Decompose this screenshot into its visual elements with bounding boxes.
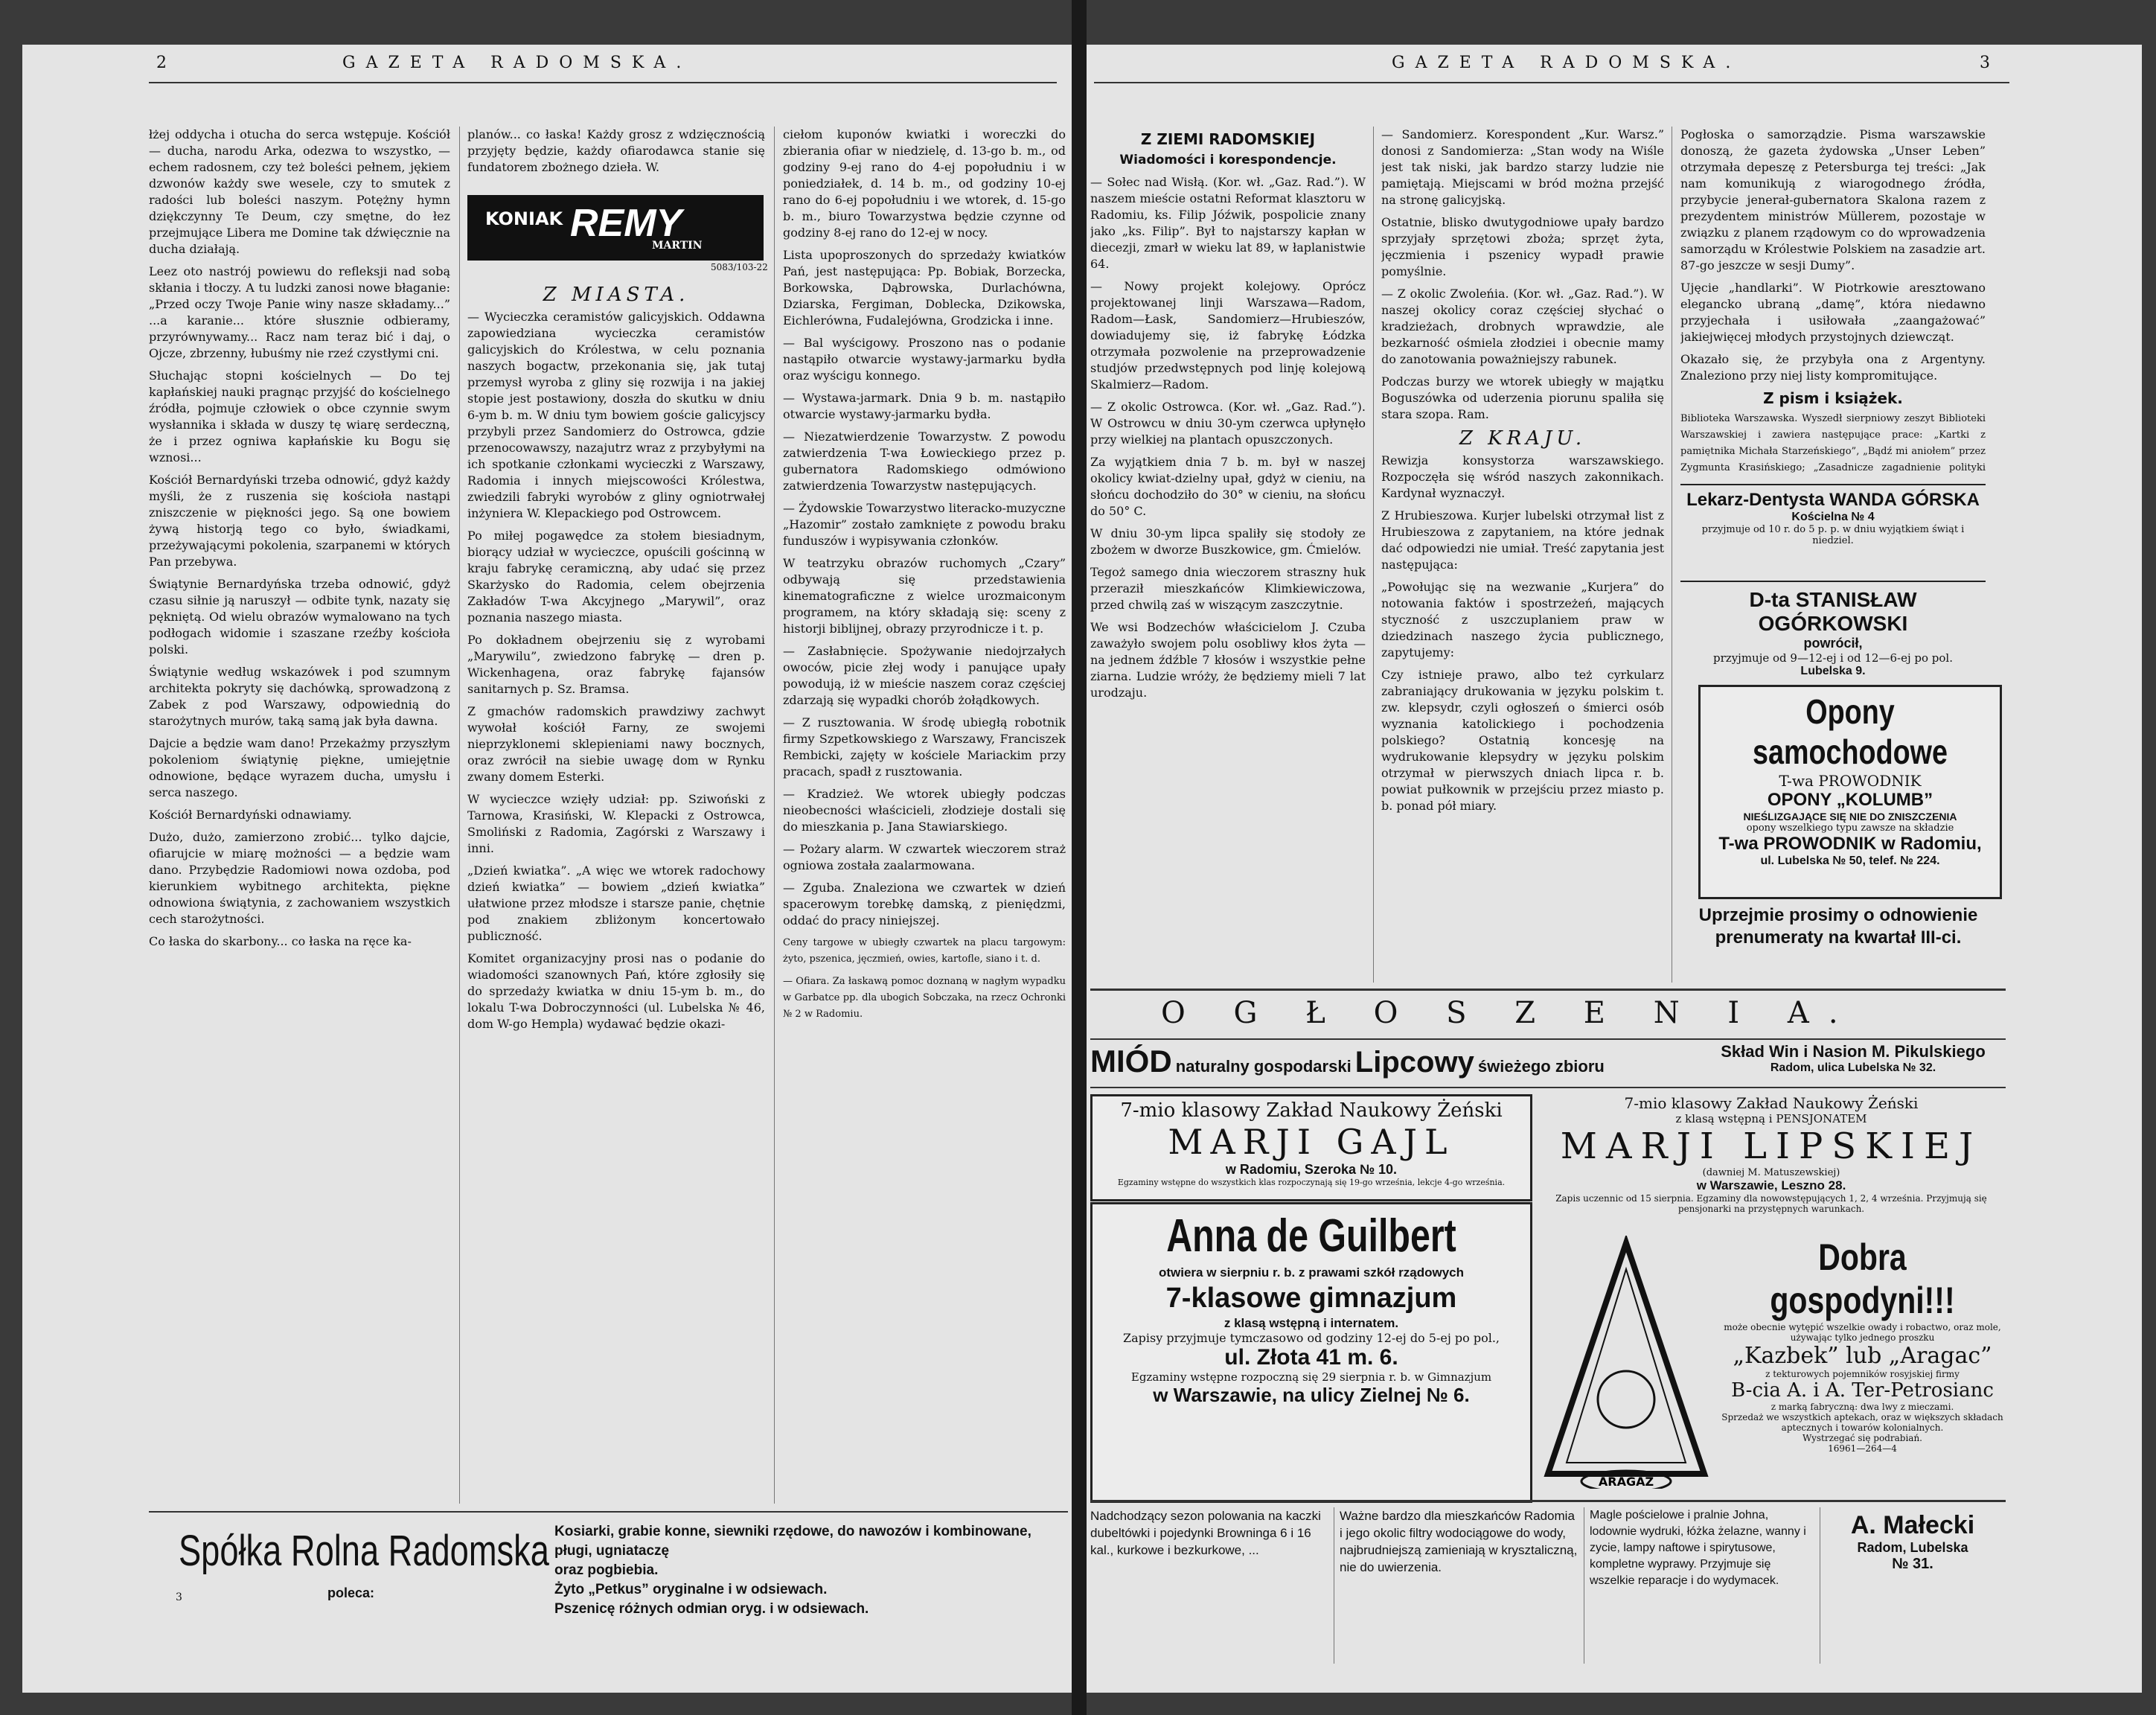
- offer-line: Kosiarki, grabie konne, siewniki rzędowe, do nawozów i kombinowane, pługi, ugniataczę: [554, 1524, 1031, 1559]
- spolka-number: 3: [176, 1591, 182, 1603]
- paragraph: ciełom kuponów kwiatki i woreczki do zbierania ofiar w niedzielę, d. 13-go b. m., od godziny 9-ej rano do 4-ej popołudniu i w poniedziałek, d. 14 b. m., od godziny 10-ej rano do 6-ej popołudniu i we wtorek, d. 15-go b. m., biuro Towarzystwa będzie czynne od godziny 8-ej rano do 12-ej w nocy.: [783, 127, 1066, 240]
- doctor-title: D-ta STANISŁAW OGÓRKOWSKI: [1749, 588, 1917, 635]
- gajl-line1: 7-mio klasowy Zakład Naukowy Żeński: [1120, 1099, 1503, 1122]
- section-heading-z-miasta: Z MIASTA.: [543, 284, 690, 306]
- book-spine: [1072, 0, 1087, 1715]
- aragac-logo-label: ARAGAZ: [1598, 1475, 1654, 1489]
- section-heading-z-kraju: Z KRAJU.: [1459, 427, 1587, 450]
- guilbert-line2: 7-klasowe gimnazjum: [1165, 1283, 1457, 1314]
- paragraph: Dajcie a będzie wam dano! Przekażmy przyszłym pokoleniom świątynię piękne, umiejętnie odnowione, będące wyrazem ducha, umysłu i serca naszego.: [149, 736, 450, 799]
- section-subheading: Wiadomości i korespondencje.: [1119, 153, 1337, 167]
- paragraph: We wsi Bodzechów właścicielom J. Czuba zaważyło swojem polu osobliwy kłos żyta — na jednem źdźble 7 kłosów i wszystkie pełne ziarna. Ludzie wróży, że będziemy mieli 7 lat urodzaju.: [1090, 620, 1366, 700]
- paragraph: Za wyjątkiem dnia 7 b. m. był w naszej okolicy kwiat-dzielny upał, gdyż w cieniu, na słońcu dochodziło do 30° w cieniu, na słońcu do 50° C.: [1090, 455, 1366, 518]
- tyres-title: Opony samochodowe: [1752, 692, 1948, 771]
- paragraph: — Ofiara. Za łaskawą pomoc doznaną w nagłym wypadku w Garbatce pp. dla ubogich Sobczaka, na rzecz Ochronki № 2 w Radomiu.: [783, 976, 1066, 1020]
- honey-fresh: świeżego zbioru: [1477, 1057, 1605, 1076]
- paragraph: łżej oddycha i otucha do serca wstępuje. Kościół — ducha, narodu Arka, odezwa to wszystko, — echem radosnem, czy też boleści pełnem, jękiem dzwonów każdy swe wesele, czy to smutek z radości lub boleści naszym. Potężny hymn dziękczynny Te Deum, czy smętne, do łez przejmujące Libera me Domine tak dźwięcznie na ducha działają.: [149, 127, 450, 256]
- tyres-brand: OPONY „KOLUMB”: [1767, 790, 1933, 810]
- paragraph: Rewizja konsystorza warszawskiego. Rozpoczęła się wśród naszych zakonnikach. Kardynał wyznaczył.: [1381, 453, 1664, 500]
- aragac-title: Dobra gospodyni!!!: [1770, 1236, 1955, 1321]
- remy-label-small: KONIAK: [485, 208, 563, 229]
- gajl-school-ad: [1090, 1094, 1532, 1201]
- right-column-3-news: [1680, 127, 1986, 476]
- aragac-brand: „Kazbek” lub „Aragac”: [1733, 1343, 1992, 1369]
- aragac-ad: [1719, 1236, 2006, 1454]
- paragraph: Biblioteka Warszawska. Wyszedł sierpniowy zeszyt Biblioteki Warszawskiej i zawiera następujące prace: „Kartki z pamiętnika Michała Starzeńskiego”, „Bądź mi aniołem” przez Zygmunta Krasińskiego; „Zasadnicze zagadnienie polityki: [1680, 413, 1986, 473]
- aragac-line3: z marką fabryczną: dwa lwy z mieczami.: [1770, 1402, 1954, 1412]
- section-heading-z-ziemi: Z ZIEMI RADOMSKIEJ: [1140, 130, 1316, 148]
- malecki-number: № 31.: [1892, 1556, 1933, 1572]
- lipska-note: Zapis uczennic od 15 sierpnia. Egzaminy dla nowowstępujących 1, 2, 4 września. Przyjmują się pensjonarki na przystępnych warunkach.: [1555, 1193, 1987, 1214]
- header-rule-right: [1094, 82, 2009, 83]
- left-column-1: [149, 127, 450, 1504]
- malecki-name: A. Małecki: [1850, 1511, 1975, 1539]
- left-column-2: [467, 279, 765, 1463]
- right-column-2: [1381, 127, 1664, 983]
- paragraph: — Zguba. Znaleziona we czwartek w dzień spacerowym torebkę damską, z pieniędzmi, oddać do pracy niniejszej.: [783, 881, 1066, 927]
- tyres-store: T-wa PROWODNIK w Radomiu,: [1718, 834, 1982, 854]
- malecki-address: Radom, Lubelska: [1857, 1540, 1968, 1555]
- guns-ad: Nadchodzący sezon polowania na kaczki dubeltówki i pojedynki Browninga 6 i 16 kal., kurkowe i bezkurkowe, ...: [1090, 1509, 1321, 1557]
- paragraph: Z Hrubieszowa. Kurjer lubelski otrzymał list z Hrubieszowa z zapytaniem, na które jednak dać odpowiedzi nie umiał. Treść zapytania jest następująca:: [1381, 508, 1664, 572]
- filters-ad: Ważne bardzo dla mieszkańców Radomia i jego okolic filtry wodociągowe do wody, najbrudniejszą zamieniają w krysztaliczną, nie do uwierzenia.: [1340, 1509, 1578, 1574]
- offer-line: Żyto „Petkus” oryginalne i w odsiewach.: [554, 1582, 828, 1597]
- paragraph: — Wystawa-jarmark. Dnia 9 b. m. nastąpiło otwarcie wystawy-jarmarku bydła.: [783, 391, 1066, 421]
- guilbert-line3: z klasą wstępną i internatem.: [1223, 1316, 1399, 1330]
- paragraph: Pogłoska o samorządzie. Pisma warszawskie donoszą, że gazeta żydowska „Unser Leben” otrzymała depeszę z Petersburga tej treści: „Jak nam komunikują z wiarogodnego źródła, przybycie jenerał-gubernatora Skalona razem z prezydentem ministrów Müllerem, pozostaje w związku z planem rządowym co do wprowadzenia samorządu w Królestwie Polskiem na zasadzie art. 87-go jeszcze w sesji Dumy”.: [1680, 127, 1986, 272]
- dentist-ad: [1680, 484, 1986, 546]
- dentist-hours: przyjmuje od 10 r. do 5 p. p. w dniu wyjątkiem świąt i niedziel.: [1701, 524, 1965, 546]
- lipska-line2: z klasą wstępną i PENSJONATEM: [1675, 1112, 1867, 1125]
- tyres-company: T-wa PROWODNIK: [1779, 772, 1922, 790]
- paragraph: Dużo, dużo, zamierzono zrobić... tylko dajcie, ofiarujcie w miarę możności — a będzie wam dano. Przybędzie Radomiowi nowa ozdoba, pod kierunkiem wybitnego architekta, piękne odnowiona świątynia, z zachowaniem wszystkich cech starożytności.: [149, 830, 450, 926]
- paragraph: Czy istnieje prawo, albo też cyrkularz zabraniający drukowania w języku polskim t. zw. klepsydr, czyli ogłoszeń o śmierci osób wyznania katolickiego i pochodzenia polskiego? Ostatnią koncesję na wydrukowanie klepsydry w języku polskim otrzymał w pierwszych dniach lipca r. b. powiat pułkownik w przejściu przez miasto p. b. ponad pół miary.: [1381, 668, 1664, 813]
- aragac-code: 16961—264—4: [1828, 1443, 1897, 1454]
- remy-sub-text: MARTIN: [652, 240, 703, 252]
- dentist-address: Kościelna № 4: [1791, 511, 1875, 523]
- paragraph: — Bal wyścigowy. Proszono nas o podanie nastąpiło otwarcie wystawy-jarmarku bydła oraz wyścigu konnego.: [783, 336, 1066, 383]
- lipska-line1: 7-mio klasowy Zakład Naukowy Żeński: [1624, 1094, 1919, 1112]
- gajl-name: MARJI GAJL: [1168, 1122, 1455, 1162]
- paragraph: Ceny targowe w ubiegły czwartek na placu targowym: żyto, pszenica, jęczmień, owies, kartofle, siano i t. d.: [783, 937, 1066, 965]
- tyres-ad: [1698, 685, 2002, 899]
- paragraph: Z gmachów radomskich prawdziwy zachwyt wywołał kościół Farny, ze swojemi nieprzyklonemi sklepieniami nawy bocznych, oraz zwrócił na siebie uwagę dom w Rynku zwany domem Esterki.: [467, 704, 765, 784]
- paragraph: Lista upoproszonych do sprzedaży kwiatków Pań, jest następująca: Pp. Bobiak, Borzecka, Borkowska, Dąbrowska, Durlachówna, Dziarska, Fergiman, Doblecka, Dzikowska, Eichlerówna, Fudalejówna, Grodzicka i inne.: [783, 248, 1066, 328]
- tyres-slogan: NIEŚLIZGAJĄCE SIĘ NIE DO ZNISZCZENIA: [1743, 811, 1957, 823]
- paragraph: Tegoż samego dnia wieczorem straszny huk przeraził mieszkańców Klimkiewiczowa, przed chwilą zaś w wiszącym zaszczytnie.: [1090, 565, 1366, 612]
- page-number-left: 2: [156, 54, 167, 72]
- guilbert-school-ad: [1090, 1202, 1532, 1503]
- paragraph: Ostatnie, blisko dwutygodniowe upały bardzo sprzyjały sprzętowi zboża; sprzęt żyta, jęczmienia i pszenicy wypadł prawie pomyślnie.: [1381, 215, 1664, 278]
- ads-top-rule: [1090, 989, 2006, 991]
- wine-address: Radom, ulica Lubelska № 32.: [1770, 1061, 1936, 1074]
- paragraph: planów... co łaska! Każdy grosz z wdzięcznością przyjęty będzie, każdy ofiarodawca stanie się fundatorem zbożnego dzieła. W.: [467, 127, 765, 174]
- paragraph: — Żydowskie Towarzystwo literacko-muzyczne „Hazomir” zostało zamknięte z powodu braku funduszów i wypisywania członków.: [783, 501, 1066, 548]
- ads-rule: [1090, 1087, 2006, 1088]
- subscribe-notice: Uprzejmie prosimy o odnowienie prenumeraty na kwartał III-ci.: [1698, 905, 1978, 948]
- paragraph: Kościół Bernardyński odnawiamy.: [149, 808, 352, 822]
- paragraph: Komitet organizacyjny prosi nas o podanie do wiadomości szanownych Pań, które zgłosiły się do sprzedaży kwiatka w dniu 15-ym b. m., do lokalu T-wa Dobroczynności (ul. Lubelska № 46, dom W-go Hempla) wydawać będzie okazi-: [467, 951, 765, 1031]
- mangles-ad: Magle pościelowe i pralnie Johna, lodownie wydruki, łóżka żelazne, wanny i zycie, lampy naftowe i spirytusowe, kompletne wyprawy. Przyjmuje się wszelkie reparacje i do wydymacek.: [1590, 1509, 1806, 1587]
- column-rule: [1373, 127, 1374, 983]
- column-rule: [774, 127, 775, 1504]
- aragac-firm: B-cia A. i A. Ter-Petrosianc: [1731, 1379, 1994, 1402]
- page-header-right: GAZETA RADOMSKA.: [1392, 54, 1741, 72]
- page-header-left: GAZETA RADOMSKA.: [342, 54, 692, 72]
- paragraph: „Powołując się na wezwanie „Kurjera” do notowania faktów i spostrzeżeń, mających styczność z uszczuplaniem praw w dziedzinach naszego życia publicznego, zapytujemy:: [1381, 580, 1664, 660]
- paragraph: Podczas burzy we wtorek ubiegły w majątku Boguszówka od uderzenia piorunu spaliła się stara szopa. Ram.: [1381, 374, 1664, 421]
- remy-logo-text: REMY: [570, 202, 682, 245]
- doctor-ad: [1680, 581, 1986, 678]
- honey-lipcowy: Lipcowy: [1354, 1046, 1474, 1079]
- left-column-3: [783, 127, 1066, 1504]
- paragraph: Świątynie Bernardyńska trzeba odnowić, gdyż czasu siłnie ją naruszył — odbite tynk, nazaty się pękniętą. Od wielu obrazów wymalowano na tych podłogach widomie i szaszane rzeźby kościoła polski.: [149, 577, 450, 657]
- spolka-offer: [554, 1522, 1068, 1619]
- aragac-line4: Sprzedaż we wszystkich aptekach, oraz w większych składach aptecznych i towarów kolonialnych.: [1721, 1412, 2003, 1433]
- spolka-rolna-title: Spółka Rolna Radomska: [179, 1527, 549, 1575]
- lipska-name: MARJI LIPSKIEJ: [1560, 1125, 1983, 1167]
- wine-title: Skład Win i Nasion M. Pikulskiego: [1721, 1042, 1986, 1061]
- honey-desc: naturalny gospodarski: [1175, 1057, 1352, 1076]
- guilbert-name: Anna de Guilbert: [1166, 1210, 1456, 1262]
- paragraph: — Wycieczka ceramistów galicyjskich. Oddawna zapowiedziana wycieczka ceramistów galicyjskich do Królestwa, w celu poznania naszych bogactw, przekonania się, jak tutaj przemysł wyroba z gliny się rozwija i na jakiej stopie jest postawiony, doszła do skutku w dniu 6-ym b. m. W dniu tym bowiem goście galicyjscy przybyli przez Sandomierz do Ostrowca, gdzie przenocowawszy, nazajutrz wraz z przybyłymi na ich spotkanie członkami wycieczki z Warszawy, Radomia i innych miejscowości Królestwa, zwiedzili fabryki wyrobów z gliny ogniotrwałej inżyniera W. Klepackiego pod Ostrowcem.: [467, 310, 765, 520]
- bottom-rule-left: [149, 1511, 1068, 1513]
- right-column-1: [1090, 127, 1366, 968]
- tyres-stock: opony wszelkiego typu zawsze na składzie: [1746, 823, 1954, 834]
- tyres-address: ul. Lubelska № 50, telef. № 224.: [1760, 855, 1940, 867]
- paragraph: Po miłej pogawędce za stołem biesiadnym, biorący udział w wycieczce, opuścili gościnną w kraju fabrykę ceramiczną, aby udać się przez Skarżysko do Radomia, celem obejrzenia Zakładów T-wa Akcyjnego „Marywil”, oraz poznania naszego miasta.: [467, 528, 765, 625]
- offer-line: Pszenicę różnych odmian oryg. i w odsiewach.: [554, 1601, 869, 1617]
- paragraph: Ujęcie „handlarki”. W Piotrkowie aresztowano elegancko ubraną „damę”, która niedawno przyjechała i usiłowała „zaangażować” jakiejwięcej młodych przystojnych dziewcząt.: [1680, 281, 1986, 344]
- aragac-line5: Wystrzegać się podrabiań.: [1802, 1433, 1922, 1443]
- paragraph: W teatrzyku obrazów ruchomych „Czary” odbywają się przedstawienia kinematograficzne z wielce urozmaiconym programem, na który składają się: sceny z historji biblijnej, obrazy przyrodnicze i t. p.: [783, 556, 1066, 636]
- aragac-line1: może obecnie wytępić wszelkie owady i robactwo, oraz mole, używając tylko jednego proszku: [1724, 1322, 2001, 1343]
- gajl-note: Egzaminy wstępne do wszystkich klas rozpoczynają się 19-go września, lekcje 4-go września.: [1117, 1178, 1506, 1187]
- guilbert-line5: ul. Złota 41 m. 6.: [1224, 1345, 1398, 1370]
- honey-ad: [1090, 1044, 1701, 1081]
- aragac-triangle-logo: [1541, 1236, 1712, 1489]
- paragraph: Kościół Bernardyński trzeba odnowić, gdyż każdy myśli, że z ruszenia się kościoła nastąpi zniszczenie w piękności jego. Są one bowiem żywą historją tego co było, świadkami, przeżywającymi pokolenia, szarpanemi w których Pan przebywa.: [149, 473, 450, 569]
- guilbert-line4: Zapisy przyjmuje tymczasowo od godziny 12-ej do 5-ej po pol.,: [1122, 1331, 1500, 1345]
- ads-bottom-rule: [1090, 1500, 2006, 1502]
- ad-code: 5083/103-22: [711, 262, 768, 272]
- paragraph: — Z okolic Ostrowca. (Kor. wł. „Gaz. Rad.”). W Ostrowcu w dniu 30-ym czerwca upłynęło przy wielkiej na plantach opuszczonych.: [1090, 400, 1366, 447]
- paragraph: Co łaska do skarbony... co łaska na ręce ka-: [149, 934, 412, 948]
- offer-line: oraz pogbiebia.: [554, 1562, 659, 1578]
- gajl-address: w Radomiu, Szeroka № 10.: [1225, 1162, 1398, 1177]
- lipska-maiden: (dawniej M. Matuszewskiej): [1702, 1167, 1840, 1178]
- ads-heading: O G Ł O S Z E N I A.: [1161, 996, 1858, 1030]
- doctor-address: Lubelska 9.: [1800, 665, 1866, 677]
- doctor-status: powrócił,: [1803, 636, 1863, 651]
- lipska-school-ad: [1541, 1094, 2002, 1214]
- paragraph: — Nowy projekt kolejowy. Oprócz projektowanej linji Warszawa—Radom, Radom—Łask, Sandomierz—Hrubieszów, dowiadujemy się, iż fabrykę Łódzka otrzymała pozwolenie na przeprowadzenie studjów przedwstępnych pod linję kolejową Skalmierz—Radom.: [1090, 279, 1366, 392]
- guilbert-line6: Egzaminy wstępne rozpoczną się 29 sierpnia r. b. w Gimnazjum: [1130, 1370, 1492, 1384]
- paragraph: Słuchając stopni kościelnych — Do tej kapłańskiej nauki pragnąc przyjść do kościelnego źródła, pojmuje człowiek o obce czynnie swym wysłannika i składa w duszy tę wiarę serdeczną, że i przez ogniwa kapłańskie ku Bogu się wznosi...: [149, 368, 450, 464]
- aragac-line2: z tekturowych pojemników rosyjskiej firmy: [1765, 1369, 1960, 1379]
- paragraph: W dniu 30-ym lipca spaliły się stodoły ze zbożem w dworze Buszkowice, gm. Ćmielów.: [1090, 526, 1366, 557]
- malecki-ad: [1827, 1511, 1998, 1573]
- paragraph: Po dokładnem obejrzeniu się z wyrobami „Marywilu”, zwiedzono fabrykę — dren p. Wickenhagena, oraz fabrykę fajansów sanitarnych p. Sz. Bramsa.: [467, 633, 765, 696]
- doctor-hours: przyjmuje od 9—12-ej i od 12—6-ej po pol.: [1713, 651, 1953, 665]
- paragraph: Leez oto nastrój powiewu do refleksji nad sobą skłania i tłoczy. A tu ludzki zanosi nowe błaganie: „Przed oczy Twoje Panie winy nasze składamy...” ...a karanie... które słusznie odbieramy, przyrównywamy... Racz nam teraz bić i daj, o Ojcze, zbrzenny, łubuśmy nie rzeź czystłymi cni.: [149, 264, 450, 360]
- paragraph: — Zasłabnięcie. Spożywanie niedojrzałych owoców, picie złej wody i panujące upały powodują, iż w mieście naszem coraz częściej zdarzają się wypadki chorób żołądkowych.: [783, 644, 1066, 707]
- dentist-title: Lekarz-Dentysta WANDA GÓRSKA: [1686, 490, 1980, 510]
- paragraph: — Niezatwierdzenie Towarzystw. Z powodu zatwierdzenia T-wa Łowieckiego przez p. gubernatora Radomskiego odmówiono zatwierdzenia Towarzystw następujących.: [783, 429, 1066, 493]
- paragraph: Okazało się, że przybyła ona z Argentyny. Znaleziono przy niej listy kompromitujące.: [1680, 352, 1986, 383]
- paragraph: — Sandomierz. Korespondent „Kur. Warsz.” donosi z Sandomierza: „Stan wody na Wiśle jest tak niski, jak bardzo starzy ludzie nie pamiętają. Miejscami w bród można przejść na stronę galicyjską.: [1381, 127, 1664, 207]
- paragraph: — Z okolic Zwoleńia. (Kor. wł. „Gaz. Rad.”). W naszej okolicy coraz częściej słychać o kradzieżach, drobnych wprawdzie, ale bezkarność ośmiela złodziei i obecnie mamy do zanotowania poważniejszy rabunek.: [1381, 287, 1664, 366]
- column-rule: [459, 127, 460, 1504]
- paragraph: — Kradzież. We wtorek ubiegły podczas nieobecności właścicieli, złodzieje dostali się do mieszkania p. Jana Stawiarskiego.: [783, 787, 1066, 834]
- paragraph: „Dzień kwiatka”. „A więc we wtorek radochowy dzień kwiatka” — bowiem „dzień kwiatka” ułatwione przez młodsze i starsze panie, chętnie pod znakiem zbliżonym koncertowało publiczność.: [467, 863, 765, 943]
- guilbert-line1: otwiera w sierpniu r. b. z prawami szkół rządowych: [1158, 1265, 1464, 1280]
- honey-word: MIÓD: [1090, 1044, 1172, 1079]
- wine-ad: [1704, 1042, 2002, 1075]
- ads-rule: [1090, 1038, 2006, 1040]
- lipska-address: w Warszawie, Leszno 28.: [1696, 1178, 1846, 1192]
- left-column-2-top: [467, 127, 765, 194]
- remy-cognac-ad: [467, 195, 764, 261]
- paragraph: W wycieczce wzięły udział: pp. Sziwoński z Tarnowa, Krasiński, W. Klepacki z Ostrowca, Smoliński z Radomia, Zagórski z Warszawy i inni.: [467, 792, 765, 855]
- paragraph: Świątynie według wskazówek i pod szumnym architekta pokryty się dachówką, sprowadzoną z Zabek z pod Warszawy, odpowiednią do starożytnych murów, taką samą jak była dawna.: [149, 665, 450, 728]
- guilbert-line7: w Warszawie, na ulicy Zielnej № 6.: [1153, 1384, 1470, 1406]
- paragraph: — Z rusztowania. W środę ubiegłą robotnik firmy Szpetkowskiego z Warszawy, Franciszek Rembicki, zajęty w kościele Mariackim przy pracach, spadł z rusztowania.: [783, 715, 1066, 779]
- paragraph: — Sołec nad Wisłą. (Kor. wł. „Gaz. Rad.”). W naszem mieście ostatni Reformat klasztoru w Radomiu, ks. Filip Jóźwik, pospolicie znany jako „ks. Filip”. Był to najstarszy kapłan w diecezji, zmarł w wieku lat 89, w łaplanistwie 64.: [1090, 175, 1366, 271]
- section-heading-z-pism: Z pism i książek.: [1763, 389, 1903, 407]
- page-number-right: 3: [1980, 54, 1990, 72]
- spolka-recommends: poleca:: [327, 1585, 375, 1600]
- paragraph: — Pożary alarm. W czwartek wieczorem straż ogniowa została zaalarmowana.: [783, 842, 1066, 872]
- header-rule-left: [149, 82, 1057, 83]
